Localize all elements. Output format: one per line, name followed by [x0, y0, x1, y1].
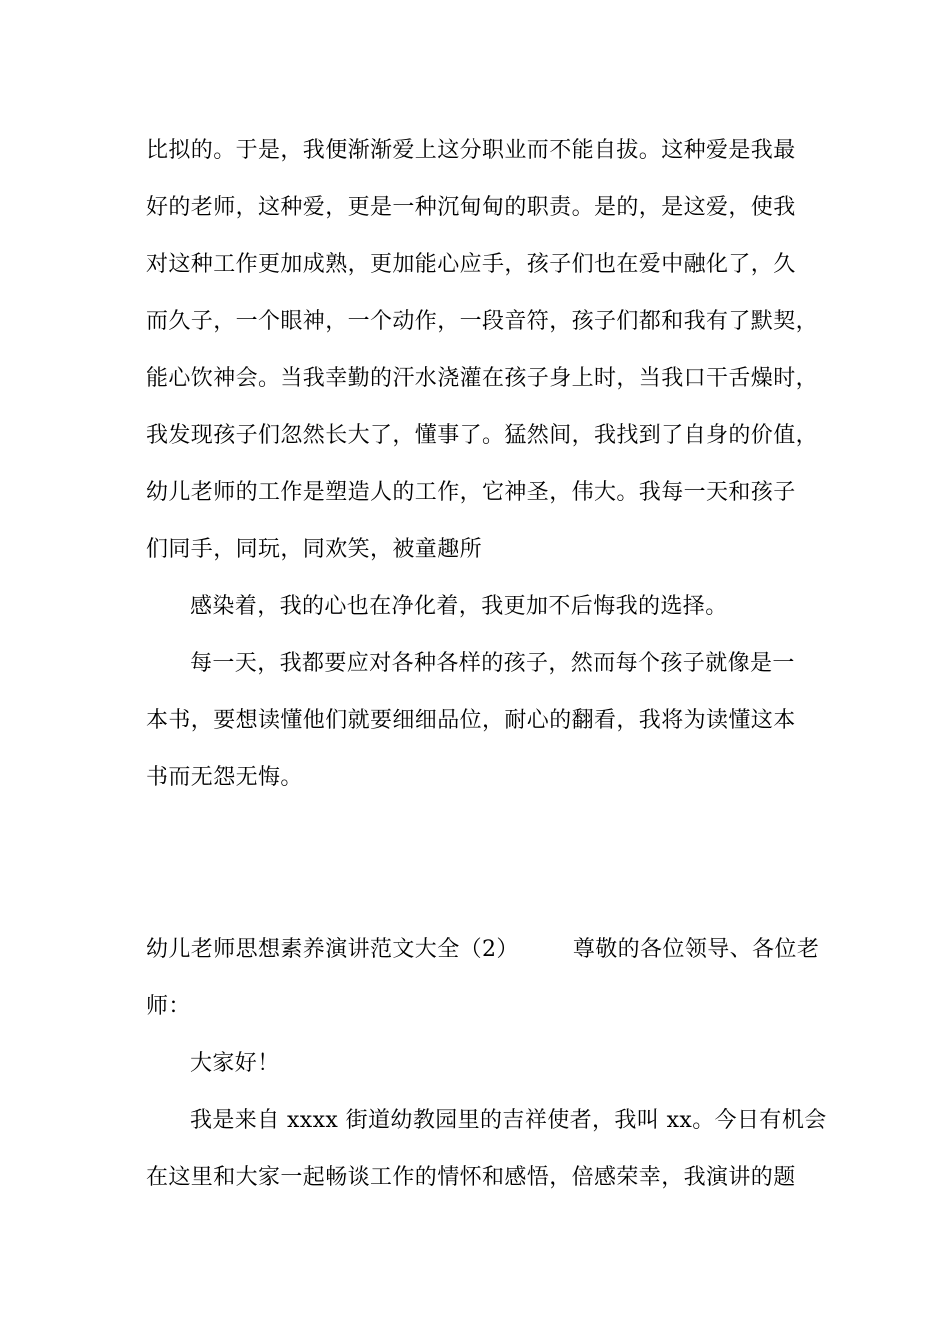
section-title: 幼儿老师思想素养演讲范文大全（2） [146, 937, 519, 962]
text-line: 每一天，我都要应对各种各样的孩子，然而每个孩子就像是一 [190, 651, 795, 676]
intro-line: 我是来自 xxxx 街道幼教园里的吉祥使者，我叫 xx。今日有机会 [190, 1108, 827, 1133]
text-line: 比拟的。于是，我便渐渐爱上这分职业而不能自拔。这种爱是我最 [146, 138, 796, 163]
text-line: 而久子，一个眼神，一个动作，一段音符，孩子们都和我有了默契， [146, 309, 819, 334]
text-line: 幼儿老师的工作是塑造人的工作，它神圣，伟大。我每一天和孩子 [146, 480, 796, 505]
greeting: 大家好！ [190, 1051, 280, 1076]
text-line: 对这种工作更加成熟，更加能心应手，孩子们也在爱中融化了，久 [146, 252, 796, 277]
text-line: 好的老师，这种爱，更是一种沉甸甸的职责。是的，是这爱，使我 [146, 195, 796, 220]
text-line: 能心饮神会。当我幸勤的汗水浇灌在孩子身上时，当我口干舌燥时， [146, 366, 819, 391]
text-line: 感染着，我的心也在净化着，我更加不后悔我的选择。 [190, 594, 728, 619]
intro-line: 在这里和大家一起畅谈工作的情怀和感悟，倍感荣幸，我演讲的题 [146, 1165, 796, 1190]
salutation-end: 师： [146, 994, 191, 1019]
text-line: 本书，要想读懂他们就要细细品位，耐心的翻看，我将为读懂这本 [146, 708, 796, 733]
text-line: 书而无怨无悔。 [146, 765, 303, 790]
text-line: 们同手，同玩，同欢笑，被童趣所 [146, 537, 483, 562]
section-heading-line [146, 935, 819, 965]
text-line: 我发现孩子们忽然长大了，懂事了。猛然间，我找到了自身的价值， [146, 423, 819, 448]
salutation: 尊敬的各位领导、各位老 [572, 937, 820, 962]
